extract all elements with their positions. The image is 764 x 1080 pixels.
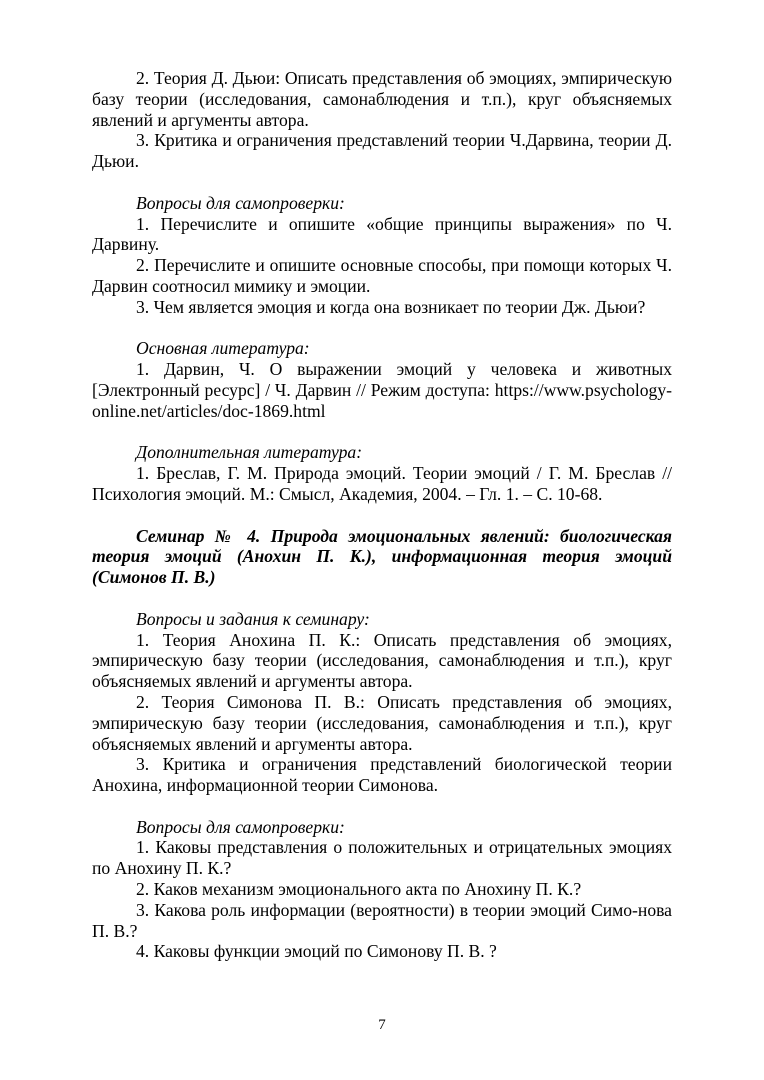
page-content	[92, 68, 672, 962]
spacer	[92, 796, 672, 817]
task-item: 1. Теория Анохина П. К.: Описать представления об эмоциях, эмпирическую базу теории (исследования, самонаблюдения и т.п.), круг объясняемых явлений и аргументы автора.	[92, 629, 672, 692]
question-item: 3. Какова роль информации (вероятности) в теории эмоций Симо-нова П. В.?	[92, 899, 672, 941]
task-item: 2. Теория Симонова П. В.: Описать представления об эмоциях, эмпирическую базу теории (исследования, самонаблюдения и т.п.), круг объясняемых явлений и аргументы автора.	[92, 691, 672, 754]
self-check-heading: Вопросы для самопроверки:	[136, 192, 345, 213]
seminar-title: Семинар № 4. Природа эмоциональных явлений: биологическая теория эмоций (Анохин П. К.), информационная теория эмоций (Симонов П. В.)	[92, 525, 672, 588]
question-item: 2. Перечислите и опишите основные способы, при помощи которых Ч. Дарвин соотносил мимику и эмоции.	[92, 255, 672, 296]
question-item: 1. Перечислите и опишите «общие принципы выражения» по Ч. Дарвину.	[92, 213, 672, 255]
page-number: 7	[378, 1017, 386, 1033]
literature-item: 1. Дарвин, Ч. О выражении эмоций у человека и животных [Электронный ресурс] / Ч. Дарвин // Режим доступа: https://www.psychology-online.net/articles/doc-1869.html	[92, 359, 672, 421]
question-item: 2. Каков механизм эмоционального акта по Анохину П. К.?	[136, 879, 582, 900]
literature-item: 1. Бреслав, Г. М. Природа эмоций. Теории эмоций / Г. М. Бреслав // Психология эмоций. М.: Смысл, Академия, 2004. – Гл. 1. – С. 10-68.	[92, 463, 672, 504]
task-item: 3. Критика и ограничения представлений биологической теории Анохина, информационной теории Симонова.	[92, 754, 672, 796]
additional-literature-heading: Дополнительная литература:	[136, 442, 363, 463]
question-item: 1. Каковы представления о положительных и отрицательных эмоциях по Анохину П. К.?	[92, 837, 672, 879]
spacer	[92, 172, 672, 193]
spacer	[92, 588, 672, 609]
task-item: 2. Теория Д. Дьюи: Описать представления об эмоциях, эмпирическую базу теории (исследования, самонаблюдения и т.п.), круг объясняемых явлений и аргументы автора.	[92, 68, 672, 130]
question-item: 3. Чем является эмоция и когда она возникает по теории Дж. Дьюи?	[136, 296, 646, 317]
main-literature-heading: Основная литература:	[136, 338, 310, 359]
spacer	[92, 505, 672, 526]
spacer	[92, 318, 672, 339]
spacer	[92, 422, 672, 443]
seminar-tasks-heading: Вопросы и задания к семинару:	[136, 608, 370, 629]
self-check-heading: Вопросы для самопроверки:	[136, 816, 345, 837]
question-item: 4. Каковы функции эмоций по Симонову П. В. ?	[136, 941, 497, 962]
task-item: 3. Критика и ограничения представлений теории Ч.Дарвина, теории Д. Дьюи.	[92, 130, 672, 172]
